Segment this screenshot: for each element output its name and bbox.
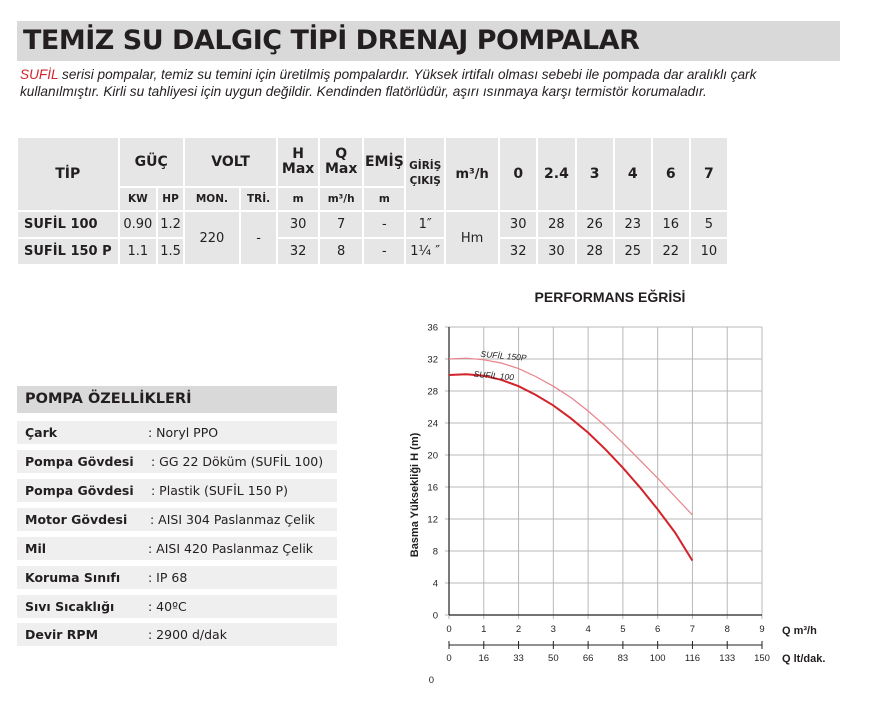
cell-hm: Hm [446, 212, 498, 264]
feature-value: : 2900 d/dak [148, 627, 227, 642]
y-tick-label: 36 [427, 322, 438, 334]
cell-head: 30 [538, 239, 574, 264]
x2-tick-label: 50 [548, 653, 559, 664]
chart-title: PERFORMANS EĞRİSİ [534, 289, 686, 305]
x2-tick-label: 100 [649, 653, 666, 664]
x2-tick-label: 83 [617, 653, 629, 664]
feature-key: Devir RPM [25, 627, 99, 642]
cell-head: 23 [615, 212, 651, 237]
cell-head: 10 [691, 239, 727, 264]
th-tri: TRİ. [241, 188, 276, 210]
y-tick-label: 12 [427, 514, 438, 526]
x2-tick-label: 33 [513, 653, 524, 664]
feature-key: Motor Gövdesi [25, 512, 128, 527]
cell-hmax: 30 [278, 212, 318, 237]
x2-axis-label: Q lt/dak. [782, 653, 826, 665]
th-flow-0: 0 [500, 138, 536, 210]
feature-key: Sıvı Sıcaklığı [25, 599, 115, 614]
cell-kw: 1.1 [120, 239, 157, 264]
y-tick-label: 16 [427, 482, 438, 494]
x-axis-label: Q m³/h [782, 625, 817, 637]
cell-hmax: 32 [278, 239, 318, 264]
cell-head: 28 [538, 212, 574, 237]
cell-head: 26 [577, 212, 613, 237]
x-tick-label: 2 [515, 624, 522, 635]
cell-head: 28 [577, 239, 613, 264]
th-kw: KW [120, 188, 157, 210]
y-tick-label: 20 [427, 450, 438, 462]
th-unit-m: m [278, 188, 318, 210]
cell-volt-tri: - [241, 212, 276, 264]
y-tick-label: 8 [432, 546, 438, 558]
th-emis: EMİŞ [364, 138, 404, 186]
x-tick-label: 5 [620, 624, 626, 635]
th-hp: HP [158, 188, 183, 210]
x-tick-label: 7 [689, 624, 696, 635]
cell-head: 25 [615, 239, 651, 264]
x-tick-label: 6 [655, 624, 661, 635]
cell-hp: 1.5 [158, 239, 183, 264]
page-title: TEMİZ SU DALGIÇ TİPİ DRENAJ POMPALAR [23, 25, 640, 56]
x2-tick-label: 116 [684, 653, 701, 664]
cell-emis: - [364, 212, 404, 237]
th-qmax: Q Max [320, 138, 363, 186]
feature-value: : GG 22 Döküm (SUFİL 100) [151, 454, 324, 469]
x-tick-label: 9 [759, 624, 765, 635]
series-curve [449, 374, 692, 560]
cell-emis: - [364, 239, 404, 264]
cell-volt-mon: 220 [185, 212, 239, 264]
cell-head: 32 [500, 239, 536, 264]
x2-zero-label: 0 [428, 675, 434, 686]
feature-key: Pompa Gövdesi [25, 483, 134, 498]
x2-tick-label: 133 [719, 653, 736, 664]
x-tick-label: 0 [446, 624, 452, 635]
y-tick-label: 32 [427, 354, 438, 366]
cell-qmax: 7 [320, 212, 363, 237]
cell-giris: 1¼ ″ [406, 239, 444, 264]
th-flow-5: 7 [691, 138, 727, 210]
series-curve [449, 358, 692, 515]
feature-key: Pompa Gövdesi [25, 454, 134, 469]
th-flow-4: 6 [653, 138, 689, 210]
cell-head: 5 [691, 212, 727, 237]
th-mon: MON. [185, 188, 239, 210]
th-flow-2: 3 [577, 138, 613, 210]
chart-labels [427, 323, 770, 665]
th-unit-m-emis: m [364, 188, 404, 210]
chart-curves [449, 358, 692, 560]
cell-tip: SUFİL 150 P [18, 239, 118, 264]
y-axis-label: Basma Yüksekliği H (m) [409, 432, 421, 558]
feature-value: : AISI 304 Paslanmaz Çelik [150, 512, 316, 527]
y-tick-label: 28 [427, 386, 438, 398]
cell-giris: 1″ [406, 212, 444, 237]
x2-tick-label: 16 [478, 653, 490, 664]
th-unit-m3h: m³/h [320, 188, 363, 210]
feature-value: : AISI 420 Paslanmaz Çelik [148, 541, 314, 556]
x2-tick-label: 66 [582, 653, 594, 664]
features-title: POMPA ÖZELLİKLERİ [17, 386, 337, 413]
y-tick-label: 24 [427, 418, 438, 430]
feature-value: : IP 68 [148, 570, 188, 585]
series-label: SUFİL 150P [480, 348, 527, 363]
x-tick-label: 8 [724, 624, 730, 635]
y-tick-label: 0 [432, 610, 438, 622]
cell-kw: 0.90 [120, 212, 157, 237]
y-tick-label: 4 [432, 578, 438, 590]
feature-value: : Noryl PPO [148, 425, 219, 440]
x2-tick-label: 150 [754, 653, 770, 664]
x-tick-label: 4 [585, 624, 591, 635]
x-tick-label: 3 [550, 624, 556, 635]
cell-head: 30 [500, 212, 536, 237]
x2-tick-label: 0 [446, 653, 452, 664]
feature-value: : 40ºC [148, 599, 187, 614]
x-tick-label: 1 [481, 624, 487, 635]
th-guc: GÜÇ [120, 138, 183, 186]
series-label: SUFİL 100 [473, 368, 515, 383]
cell-qmax: 8 [320, 239, 363, 264]
th-giris-cikis: GİRİŞ ÇIKIŞ [406, 138, 444, 210]
th-flow-3: 4 [615, 138, 651, 210]
brand-name: SUFİL [20, 67, 59, 82]
cell-tip: SUFİL 100 [18, 212, 118, 237]
feature-key: Koruma Sınıfı [25, 570, 121, 585]
feature-key: Çark [25, 425, 58, 440]
cell-head: 16 [653, 212, 689, 237]
th-volt: VOLT [185, 138, 276, 186]
cell-head: 22 [653, 239, 689, 264]
th-hmax: H Max [278, 138, 318, 186]
th-tip: TİP [18, 138, 118, 210]
th-flow-1: 2.4 [538, 138, 574, 210]
feature-value: : Plastik (SUFİL 150 P) [151, 483, 288, 498]
feature-key: Mil [25, 541, 47, 556]
intro-description: serisi pompalar, temiz su temini için üretilmiş pompalardır. Yüksek irtifalı olması sebebi ile pompada dar aralıklı çark kullanılmıştır. Kirli su tahliyesi için uygun değildir. Kendinden flatörlüdür, aşırı ısınmaya karşı termistör korumaladır. [20, 67, 757, 99]
th-m3h: m³/h [446, 138, 498, 210]
cell-hp: 1.2 [158, 212, 183, 237]
